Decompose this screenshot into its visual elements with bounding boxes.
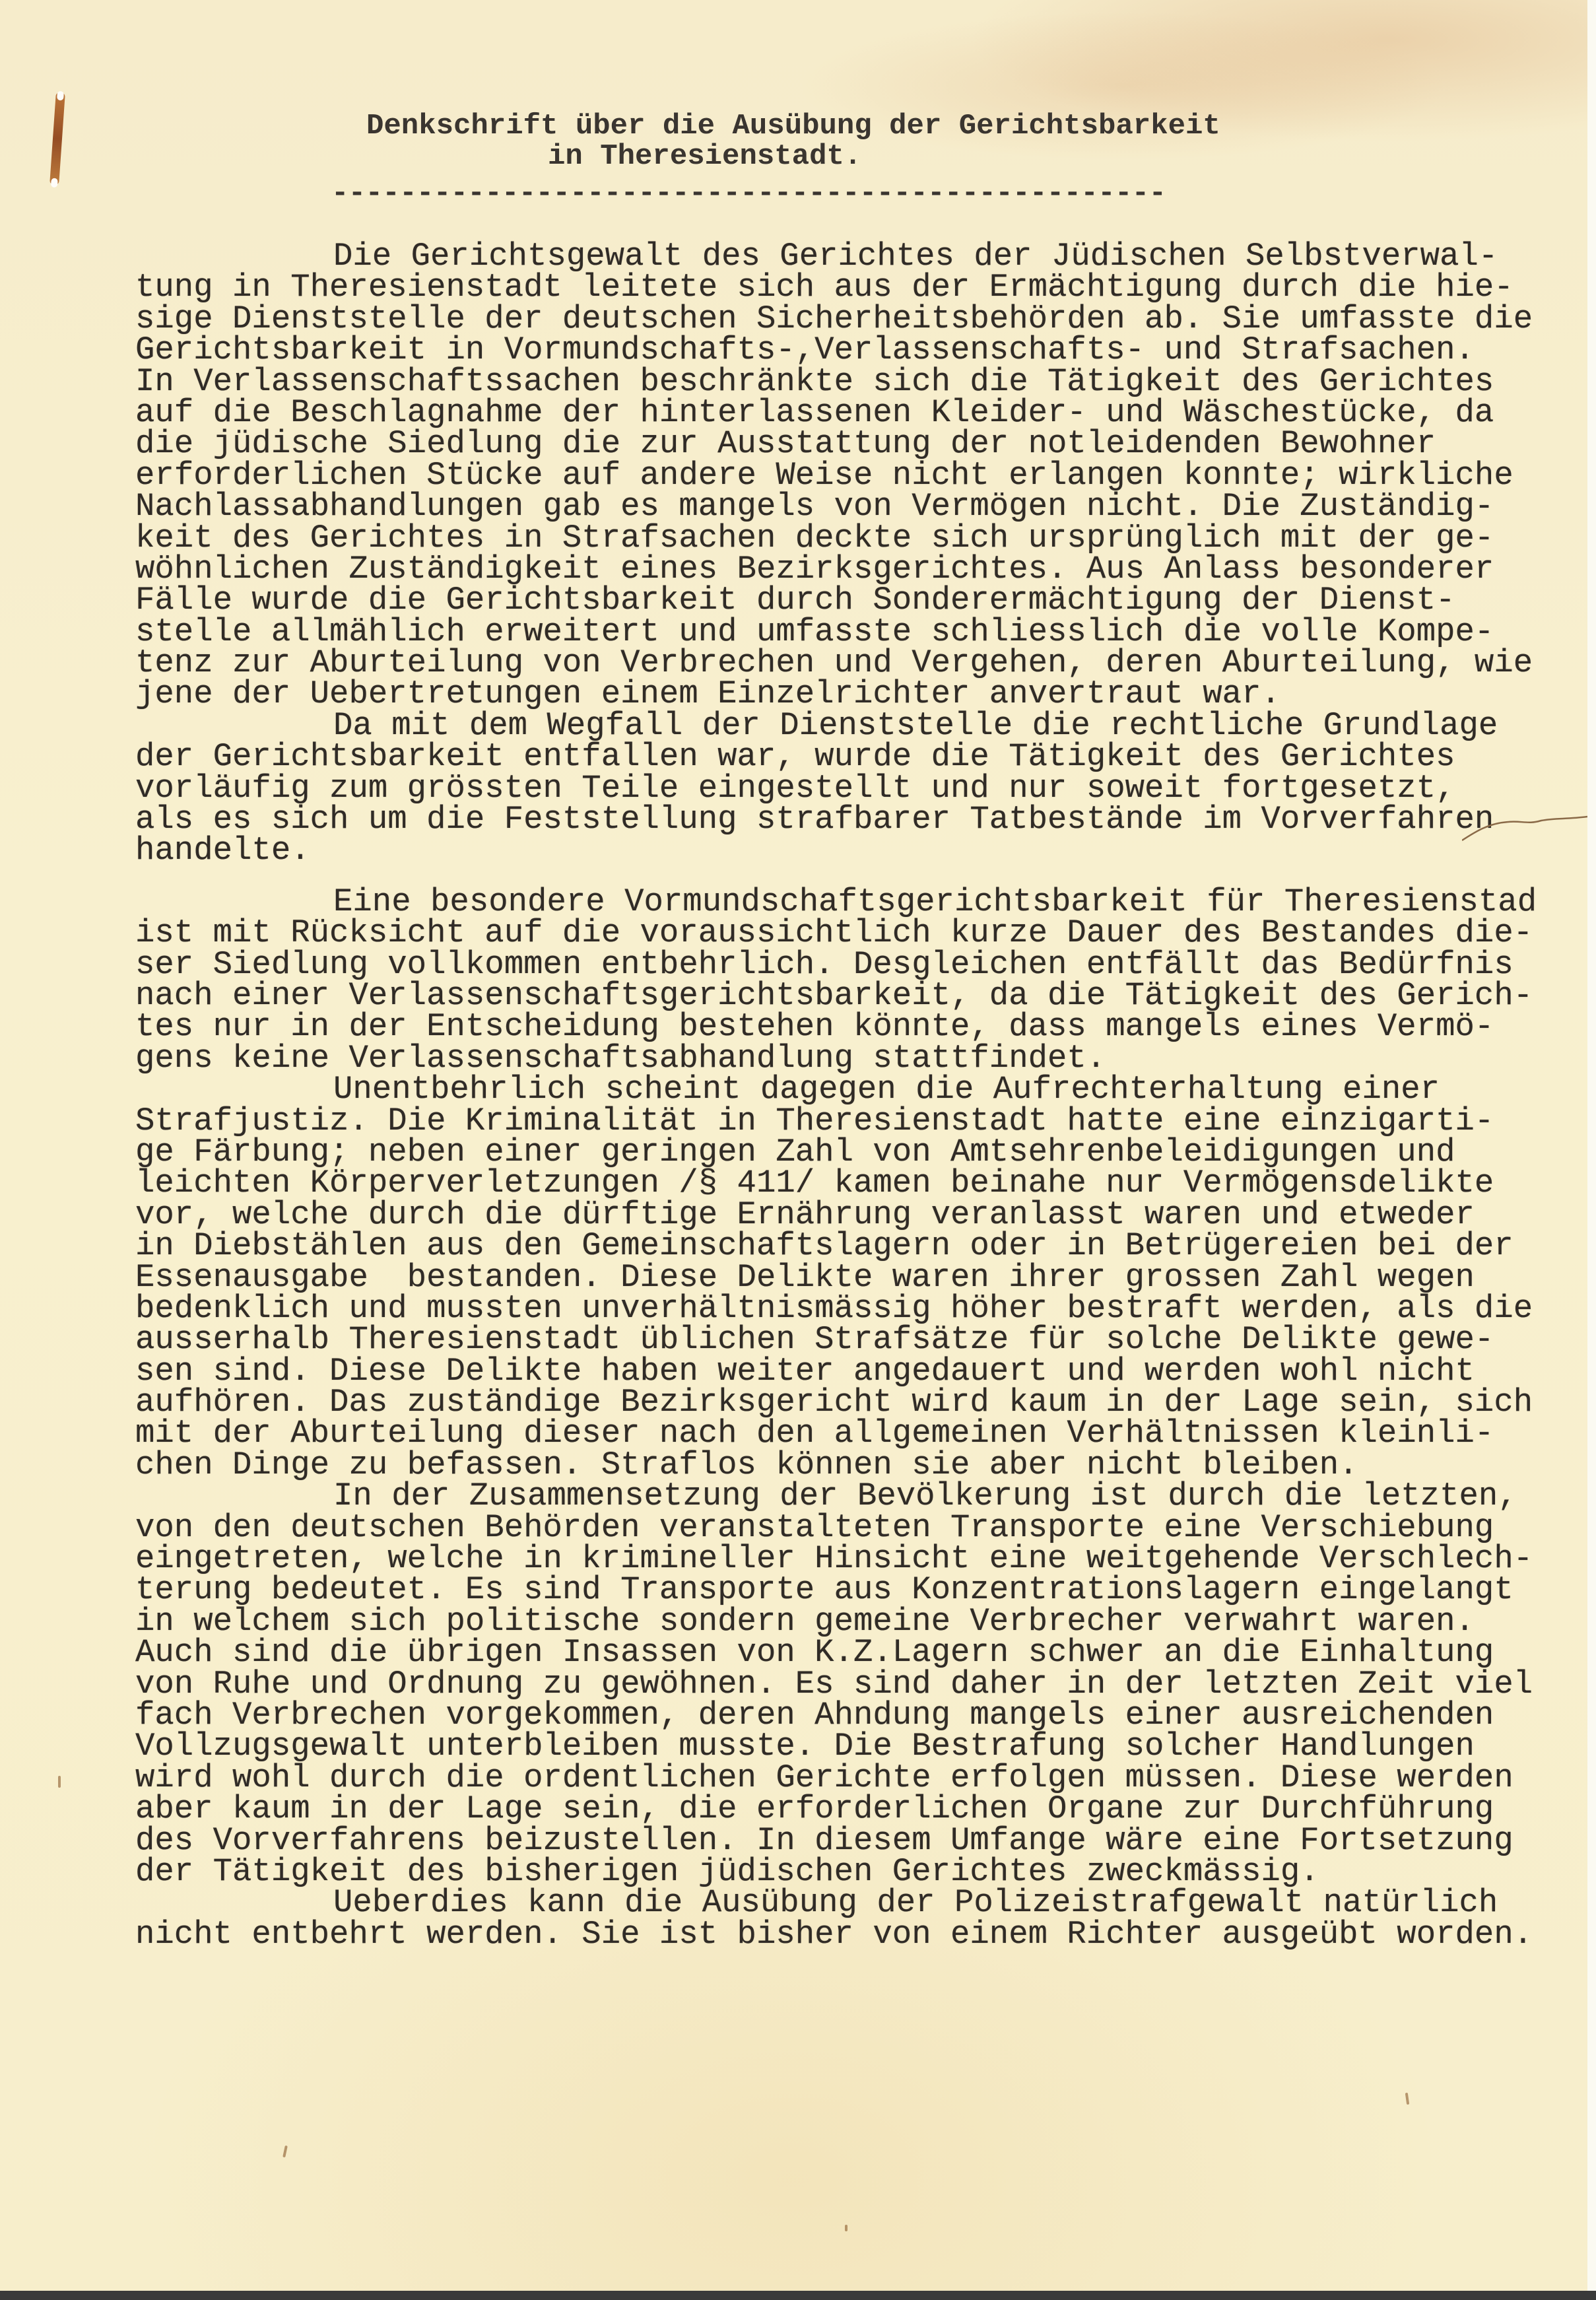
text-line: Strafjustiz. Die Kriminalität in Theresienstadt hatte eine einzigarti- [135,1102,1494,1139]
text-line: Gerichtsbarkeit in Vormundschafts-,Verlassenschafts- und Strafsachen. [135,331,1475,369]
text-line: vorläufig zum grössten Teile eingestellt und nur soweit fortgesetzt, [135,769,1455,807]
text-line: ist mit Rücksicht auf die voraussichtlich kurze Dauer des Bestandes die- [135,914,1533,952]
text-line: nicht entbehrt werden. Sie ist bisher von einem Richter ausgeübt worden. [135,1915,1533,1953]
text-line: chen Dinge zu befassen. Straflos können sie aber nicht bleiben. [135,1446,1358,1483]
paper-speck [283,2146,288,2157]
text-line: In Verlassenschaftssachen beschränkte sich die Tätigkeit des Gerichtes [135,362,1494,400]
text-line: Vollzugsgewalt unterbleiben musste. Die Bestrafung solcher Handlungen [135,1728,1475,1765]
title-underline-rule: ------------------------------------------------- [331,177,1166,210]
document-title-line-2: in Theresienstadt. [548,140,862,173]
document-title-line-1: Denkschrift über die Ausübung der Gerichtsbarkeit [366,110,1220,143]
text-line: Essenausgabe bestanden. Diese Delikte waren ihrer grossen Zahl wegen [135,1258,1475,1296]
text-line: aber kaum in der Lage sein, die erforderlichen Organe zur Durchführung [135,1790,1494,1828]
paper-speck [1405,2093,1409,2105]
text-line: vor, welche durch die dürftige Ernährung veranlasst waren und etweder [135,1196,1475,1233]
scan-edge-bottom [0,2291,1596,2300]
text-line: stelle allmählich erweitert und umfasste schliesslich die volle Kompe- [135,613,1494,650]
text-line: Eine besondere Vormundschaftsgerichtsbarkeit für Theresienstad [333,883,1537,920]
text-line: der Tätigkeit des bisherigen jüdischen Gerichtes zweckmässig. [135,1852,1319,1890]
text-line: von den deutschen Behörden veranstalteten Transporte eine Verschiebung [135,1508,1494,1546]
text-line: nach einer Verlassenschaftsgerichtsbarkeit, da die Tätigkeit des Gerich- [135,976,1533,1014]
text-line: des Vorverfahrens beizustellen. In diesem Umfange wäre eine Fortsetzung [135,1821,1513,1859]
text-line: leichten Körperverletzungen /§ 411/ kamen beinahe nur Vermögensdelikte [135,1165,1494,1202]
text-line: eingetreten, welche in krimineller Hinsicht eine weitgehende Verschlech- [135,1540,1533,1578]
text-line: ser Siedlung vollkommen entbehrlich. Desgleichen entfällt das Bedürfnis [135,945,1513,983]
text-line: die jüdische Siedlung die zur Ausstattung der notleidenden Bewohner [135,425,1436,463]
document-body [135,238,1574,1953]
text-line: terung bedeutet. Es sind Transporte aus Konzentrationslagern eingelangt [135,1571,1513,1609]
text-line: Ueberdies kann die Ausübung der Polizeistrafgewalt natürlich [333,1884,1498,1922]
text-line: von Ruhe und Ordnung zu gewöhnen. Es sind daher in der letzten Zeit viel [135,1665,1533,1703]
paragraph [135,883,1574,1077]
text-line: tenz zur Aburteilung von Verbrechen und Vergehen, deren Aburteilung, wie [135,644,1533,682]
text-line: Unentbehrlich scheint dagegen die Aufrechterhaltung einer [333,1071,1440,1108]
paragraph [135,1477,1574,1890]
paper-tear-mark [1462,815,1587,842]
paragraph [135,1071,1574,1483]
text-line: wöhnlichen Zuständigkeit eines Bezirksgerichtes. Aus Anlass besonderer [135,550,1494,588]
paragraph [135,1884,1574,1953]
paper-speck [58,1776,61,1788]
scan-edge-right [1587,0,1596,2300]
paragraph [135,238,1574,713]
text-line: erforderlichen Stücke auf andere Weise nicht erlangen konnte; wirkliche [135,456,1513,494]
text-line: handelte. [135,832,310,869]
text-line: fach Verbrechen vorgekommen, deren Ahndung mangels einer ausreichenden [135,1696,1494,1734]
text-line: auf die Beschlagnahme der hinterlassenen Kleider- und Wäschestücke, da [135,393,1494,431]
text-line: der Gerichtsbarkeit entfallen war, wurde die Tätigkeit des Gerichtes [135,738,1455,776]
paper-speck [845,2225,848,2231]
paragraph [135,706,1574,869]
text-line: jene der Uebertretungen einem Einzelrichter anvertraut war. [135,675,1280,713]
text-line: Fälle wurde die Gerichtsbarkeit durch Sonderermächtigung der Dienst- [135,582,1455,619]
staple-mark [50,92,65,186]
text-line: bedenklich und mussten unverhältnismässig höher bestraft werden, als die [135,1289,1533,1327]
text-line: wird wohl durch die ordentlichen Gerichte erfolgen müssen. Diese werden [135,1759,1513,1796]
text-line: gens keine Verlassenschaftsabhandlung stattfindet. [135,1039,1106,1077]
text-line: Da mit dem Wegfall der Dienststelle die rechtliche Grundlage [333,706,1498,744]
text-line: mit der Aburteilung dieser nach den allgemeinen Verhältnissen kleinli- [135,1415,1494,1452]
text-line: In der Zusammensetzung der Bevölkerung ist durch die letzten, [333,1477,1517,1515]
text-line: in Diebstählen aus den Gemeinschaftslagern oder in Betrügereien bei der [135,1227,1513,1265]
text-line: Die Gerichtsgewalt des Gerichtes der Jüdischen Selbstverwal- [333,238,1498,275]
text-line: aufhören. Das zuständige Bezirksgericht wird kaum in der Lage sein, sich [135,1384,1533,1421]
text-line: ausserhalb Theresienstadt üblichen Strafsätze für solche Delikte gewe- [135,1321,1494,1359]
text-line: tes nur in der Entscheidung bestehen könnte, dass mangels eines Vermö- [135,1008,1494,1046]
text-line: ge Färbung; neben einer geringen Zahl von Amtsehrenbeleidigungen und [135,1133,1455,1170]
text-line: tung in Theresienstadt leitete sich aus der Ermächtigung durch die hie- [135,269,1513,306]
text-line: als es sich um die Feststellung strafbarer Tatbestände im Vorverfahren [135,801,1494,838]
text-line: Auch sind die übrigen Insassen von K.Z.Lagern schwer an die Einhaltung [135,1634,1494,1672]
text-line: sen sind. Diese Delikte haben weiter angedauert und werden wohl nicht [135,1352,1475,1390]
text-line: Nachlassabhandlungen gab es mangels von Vermögen nicht. Die Zuständig- [135,488,1494,525]
text-line: keit des Gerichtes in Strafsachen deckte sich ursprünglich mit der ge- [135,519,1494,557]
text-line: sige Dienststelle der deutschen Sicherheitsbehörden ab. Sie umfasste die [135,300,1533,337]
text-line: in welchem sich politische sondern gemeine Verbrecher verwahrt waren. [135,1602,1475,1640]
